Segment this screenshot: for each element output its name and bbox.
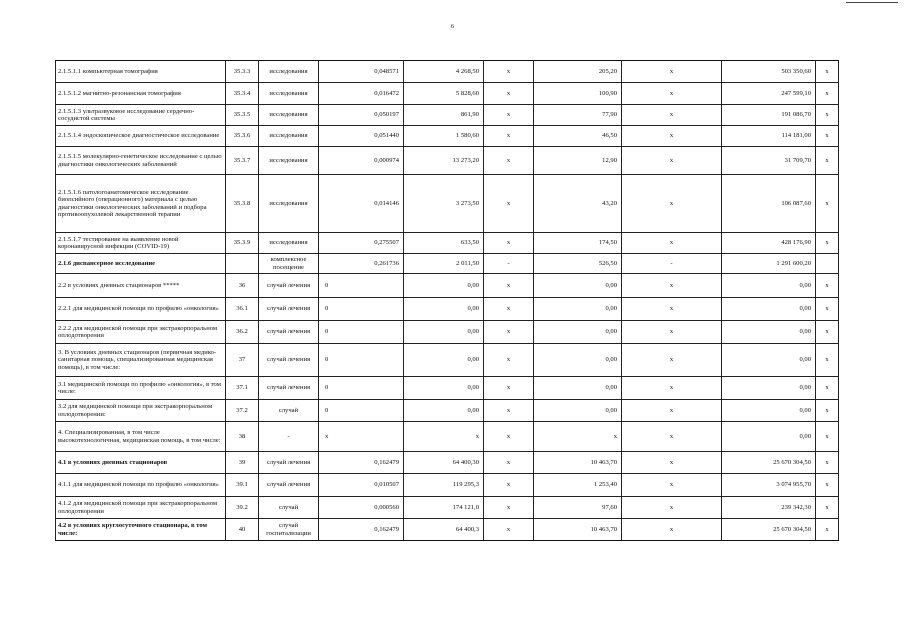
row-value-7: х bbox=[816, 147, 839, 175]
row-value-1: 0,014146 bbox=[319, 175, 404, 233]
row-value-4: 0,00 bbox=[534, 400, 622, 422]
row-name: 2.2.1 для медицинской помощи по профилю «онкология» bbox=[56, 298, 226, 321]
row-value-2: 0,00 bbox=[404, 400, 484, 422]
row-value-1: 0,000974 bbox=[319, 147, 404, 175]
row-value-1: 0,000560 bbox=[319, 497, 404, 519]
row-value-3: х bbox=[484, 175, 534, 233]
row-value-4: 174,50 bbox=[534, 233, 622, 254]
table-row bbox=[56, 147, 839, 175]
row-value-4: 12,90 bbox=[534, 147, 622, 175]
row-name: 3.1 медицинской помощи по профилю «онкология», в том числе: bbox=[56, 377, 226, 400]
row-value-7: х bbox=[816, 105, 839, 126]
row-name: 4.1 в условиях дневных стационаров bbox=[56, 452, 226, 474]
table-row bbox=[56, 83, 839, 105]
row-code: 35.3.5 bbox=[226, 105, 259, 126]
row-value-4: 100,90 bbox=[534, 83, 622, 105]
row-unit: случай лечения bbox=[259, 321, 319, 344]
row-value-4: 97,60 bbox=[534, 497, 622, 519]
row-name: 2.1.5.1.1 компьютерная томография bbox=[56, 61, 226, 83]
row-value-7: х bbox=[816, 233, 839, 254]
row-code: 35.3.9 bbox=[226, 233, 259, 254]
row-value-2: 0,00 bbox=[404, 274, 484, 298]
row-value-2: 1 580,60 bbox=[404, 126, 484, 147]
row-value-2: 5 828,60 bbox=[404, 83, 484, 105]
table-row bbox=[56, 344, 839, 377]
row-value-1: 0 bbox=[319, 321, 404, 344]
row-code: 37.1 bbox=[226, 377, 259, 400]
row-code: 39.2 bbox=[226, 497, 259, 519]
row-unit: исследования bbox=[259, 175, 319, 233]
row-value-6: 0,00 bbox=[722, 298, 816, 321]
row-name: 2.1.6 диспансерное исследование bbox=[56, 254, 226, 274]
row-value-3: х bbox=[484, 474, 534, 497]
row-value-6: 106 087,60 bbox=[722, 175, 816, 233]
table-row bbox=[56, 105, 839, 126]
row-name: 3.2 для медицинской помощи при экстракорпоральном оплодотворении: bbox=[56, 400, 226, 422]
row-code: 38 bbox=[226, 422, 259, 452]
row-code: 39 bbox=[226, 452, 259, 474]
row-unit: случай лечения bbox=[259, 274, 319, 298]
table-row bbox=[56, 400, 839, 422]
row-unit: случай bbox=[259, 400, 319, 422]
row-value-6: 0,00 bbox=[722, 274, 816, 298]
page-number: 6 bbox=[451, 24, 454, 30]
row-value-6: 25 670 304,50 bbox=[722, 452, 816, 474]
table-row bbox=[56, 126, 839, 147]
row-value-1: 0,048571 bbox=[319, 61, 404, 83]
row-value-7: х bbox=[816, 377, 839, 400]
row-value-6: 25 670 304,50 bbox=[722, 519, 816, 541]
row-value-6: 0,00 bbox=[722, 321, 816, 344]
row-name: 4.1.2 для медицинской помощи при экстракорпоральном оплодотворении bbox=[56, 497, 226, 519]
row-value-3: х bbox=[484, 497, 534, 519]
row-value-7: х bbox=[816, 474, 839, 497]
row-value-3: х bbox=[484, 344, 534, 377]
row-code: 36.1 bbox=[226, 298, 259, 321]
row-value-3: х bbox=[484, 377, 534, 400]
table-row bbox=[56, 452, 839, 474]
row-value-4: 0,00 bbox=[534, 377, 622, 400]
row-unit: случай лечения bbox=[259, 377, 319, 400]
row-value-1: х bbox=[319, 422, 404, 452]
table-row bbox=[56, 474, 839, 497]
row-value-1: 0,162479 bbox=[319, 452, 404, 474]
row-value-6: 114 181,00 bbox=[722, 126, 816, 147]
row-value-1: 0 bbox=[319, 344, 404, 377]
row-value-1: 0,050197 bbox=[319, 105, 404, 126]
row-name: 2.1.5.1.2 магнитно-резонансная томография bbox=[56, 83, 226, 105]
row-value-6: 31 709,70 bbox=[722, 147, 816, 175]
row-value-7: х bbox=[816, 83, 839, 105]
row-value-7: х bbox=[816, 400, 839, 422]
row-value-1: 0,051440 bbox=[319, 126, 404, 147]
row-value-7: х bbox=[816, 298, 839, 321]
row-value-7: х bbox=[816, 321, 839, 344]
row-value-7 bbox=[816, 254, 839, 274]
row-unit: - bbox=[259, 422, 319, 452]
row-value-2: 0,00 bbox=[404, 344, 484, 377]
row-value-2: 64 400,3 bbox=[404, 519, 484, 541]
table-row bbox=[56, 274, 839, 298]
row-value-3: х bbox=[484, 105, 534, 126]
row-value-5: х bbox=[622, 497, 722, 519]
row-value-5: х bbox=[622, 400, 722, 422]
row-value-2: х bbox=[404, 422, 484, 452]
row-value-5: х bbox=[622, 344, 722, 377]
row-value-5: х bbox=[622, 474, 722, 497]
row-value-3: х bbox=[484, 519, 534, 541]
row-name: 4.2 в условиях круглосуточного стационара, в том числе: bbox=[56, 519, 226, 541]
row-value-6: 1 291 600,20 bbox=[722, 254, 816, 274]
data-table bbox=[55, 60, 839, 541]
row-code: 35.3.7 bbox=[226, 147, 259, 175]
table-row bbox=[56, 377, 839, 400]
row-code: 39.1 bbox=[226, 474, 259, 497]
row-value-5: х bbox=[622, 452, 722, 474]
row-value-4: 10 463,70 bbox=[534, 452, 622, 474]
row-value-4: х bbox=[534, 422, 622, 452]
table-row bbox=[56, 497, 839, 519]
row-value-4: 77,90 bbox=[534, 105, 622, 126]
row-unit: случай госпитализации bbox=[259, 519, 319, 541]
row-value-7: х bbox=[816, 61, 839, 83]
row-value-7: х bbox=[816, 519, 839, 541]
row-value-3: х bbox=[484, 274, 534, 298]
row-name: 2.1.5.1.3 ультразвуковое исследование сердечно-сосудистой системы bbox=[56, 105, 226, 126]
row-unit: случай лечения bbox=[259, 474, 319, 497]
row-value-7: х bbox=[816, 452, 839, 474]
row-code: 35.3.4 bbox=[226, 83, 259, 105]
row-value-1: 0,162479 bbox=[319, 519, 404, 541]
row-value-4: 0,00 bbox=[534, 274, 622, 298]
row-value-1: 0,261736 bbox=[319, 254, 404, 274]
row-value-6: 247 599,10 bbox=[722, 83, 816, 105]
row-name: 4. Специализированная, в том числе высокотехнологичная, медицинская помощь, в том числе: bbox=[56, 422, 226, 452]
row-unit: случай bbox=[259, 497, 319, 519]
row-value-1: 0,010507 bbox=[319, 474, 404, 497]
row-value-3: х bbox=[484, 147, 534, 175]
table-row bbox=[56, 233, 839, 254]
row-value-5: х bbox=[622, 298, 722, 321]
row-value-5: х bbox=[622, 126, 722, 147]
row-value-5: х bbox=[622, 233, 722, 254]
row-value-4: 526,50 bbox=[534, 254, 622, 274]
table-row bbox=[56, 254, 839, 274]
row-value-4: 43,20 bbox=[534, 175, 622, 233]
row-value-3: х bbox=[484, 233, 534, 254]
row-value-2: 4 268,50 bbox=[404, 61, 484, 83]
row-value-4: 10 463,70 bbox=[534, 519, 622, 541]
row-value-2: 13 273,20 bbox=[404, 147, 484, 175]
table-body bbox=[56, 61, 839, 541]
row-code: 36 bbox=[226, 274, 259, 298]
row-name: 2.1.5.1.6 патологоанатомическое исследование биопсийного (операционного) материала с целью диагностики онкологических заболеваний и подбора противоопухолевой лекарственной терапии bbox=[56, 175, 226, 233]
row-value-4: 205,20 bbox=[534, 61, 622, 83]
row-unit: исследования bbox=[259, 147, 319, 175]
row-value-3: - bbox=[484, 254, 534, 274]
table-row bbox=[56, 61, 839, 83]
row-value-5: х bbox=[622, 377, 722, 400]
row-value-4: 0,00 bbox=[534, 321, 622, 344]
row-value-6: 0,00 bbox=[722, 400, 816, 422]
row-value-3: х bbox=[484, 422, 534, 452]
row-code: 35.3.3 bbox=[226, 61, 259, 83]
table-row bbox=[56, 298, 839, 321]
row-value-5: х bbox=[622, 61, 722, 83]
row-value-1: 0,016472 bbox=[319, 83, 404, 105]
row-value-2: 0,00 bbox=[404, 298, 484, 321]
row-name: 2.1.5.1.4 эндоскопическое диагностическое исследование bbox=[56, 126, 226, 147]
row-value-5: - bbox=[622, 254, 722, 274]
row-value-2: 0,00 bbox=[404, 377, 484, 400]
row-value-5: х bbox=[622, 321, 722, 344]
row-value-2: 64 400,30 bbox=[404, 452, 484, 474]
row-code: 37 bbox=[226, 344, 259, 377]
row-unit: исследования bbox=[259, 61, 319, 83]
row-code: 35.3.6 bbox=[226, 126, 259, 147]
row-value-6: 239 342,30 bbox=[722, 497, 816, 519]
row-value-6: 0,00 bbox=[722, 344, 816, 377]
row-value-4: 0,00 bbox=[534, 344, 622, 377]
row-value-2: 861,90 bbox=[404, 105, 484, 126]
row-value-3: х bbox=[484, 321, 534, 344]
row-value-7: х bbox=[816, 422, 839, 452]
row-value-5: х bbox=[622, 422, 722, 452]
row-code: 37.2 bbox=[226, 400, 259, 422]
row-name: 4.1.1 для медицинской помощи по профилю «онкология» bbox=[56, 474, 226, 497]
row-value-7: х bbox=[816, 497, 839, 519]
row-unit: случай лечения bbox=[259, 298, 319, 321]
top-rule bbox=[846, 2, 898, 3]
row-value-3: х bbox=[484, 61, 534, 83]
table-row bbox=[56, 321, 839, 344]
row-value-2: 119 295,3 bbox=[404, 474, 484, 497]
row-value-6: 428 176,90 bbox=[722, 233, 816, 254]
row-code: 36.2 bbox=[226, 321, 259, 344]
row-unit: случай лечения bbox=[259, 452, 319, 474]
row-name: 2.2 в условиях дневных стационаров ***** bbox=[56, 274, 226, 298]
row-name: 2.2.2 для медицинской помощи при экстракорпоральном оплодотворении bbox=[56, 321, 226, 344]
row-value-1: 0 bbox=[319, 274, 404, 298]
row-value-4: 1 253,40 bbox=[534, 474, 622, 497]
row-value-2: 0,00 bbox=[404, 321, 484, 344]
row-value-1: 0,275507 bbox=[319, 233, 404, 254]
row-value-2: 3 273,50 bbox=[404, 175, 484, 233]
table-row bbox=[56, 175, 839, 233]
row-value-4: 46,50 bbox=[534, 126, 622, 147]
row-value-5: х bbox=[622, 274, 722, 298]
row-name: 3. В условиях дневных стационаров (первичная медико-санитарная помощь, специализированная медицинская помощь), в том числе: bbox=[56, 344, 226, 377]
row-name: 2.1.5.1.5 молекулярно-генетическое исследование с целью диагностики онкологических заболеваний bbox=[56, 147, 226, 175]
row-value-7: х bbox=[816, 274, 839, 298]
row-value-6: 191 086,70 bbox=[722, 105, 816, 126]
row-name: 2.1.5.1.7 тестирование на выявление новой коронавирусной инфекции (COVID-19) bbox=[56, 233, 226, 254]
row-unit: исследования bbox=[259, 233, 319, 254]
row-value-6: 503 350,60 bbox=[722, 61, 816, 83]
row-unit: исследования bbox=[259, 105, 319, 126]
table-row bbox=[56, 422, 839, 452]
row-value-5: х bbox=[622, 175, 722, 233]
row-code: 40 bbox=[226, 519, 259, 541]
row-value-2: 174 121,0 bbox=[404, 497, 484, 519]
row-value-2: 633,50 bbox=[404, 233, 484, 254]
row-value-1: 0 bbox=[319, 298, 404, 321]
table-row bbox=[56, 519, 839, 541]
row-value-7: х bbox=[816, 175, 839, 233]
row-value-7: х bbox=[816, 344, 839, 377]
row-value-3: х bbox=[484, 400, 534, 422]
row-value-6: 3 074 955,70 bbox=[722, 474, 816, 497]
row-value-3: х bbox=[484, 298, 534, 321]
row-value-3: х bbox=[484, 126, 534, 147]
row-unit: исследования bbox=[259, 83, 319, 105]
row-value-1: 0 bbox=[319, 400, 404, 422]
row-value-6: 0,00 bbox=[722, 377, 816, 400]
row-value-5: х bbox=[622, 83, 722, 105]
row-unit: случай лечения bbox=[259, 344, 319, 377]
row-value-5: х bbox=[622, 147, 722, 175]
row-value-3: х bbox=[484, 452, 534, 474]
row-value-2: 2 011,50 bbox=[404, 254, 484, 274]
row-value-5: х bbox=[622, 105, 722, 126]
row-value-5: х bbox=[622, 519, 722, 541]
row-value-3: х bbox=[484, 83, 534, 105]
row-value-1: 0 bbox=[319, 377, 404, 400]
row-value-4: 0,00 bbox=[534, 298, 622, 321]
row-code bbox=[226, 254, 259, 274]
row-value-7: х bbox=[816, 126, 839, 147]
row-unit: исследования bbox=[259, 126, 319, 147]
row-code: 35.3.8 bbox=[226, 175, 259, 233]
row-value-6: 0,00 bbox=[722, 422, 816, 452]
row-unit: комплексное посещение bbox=[259, 254, 319, 274]
